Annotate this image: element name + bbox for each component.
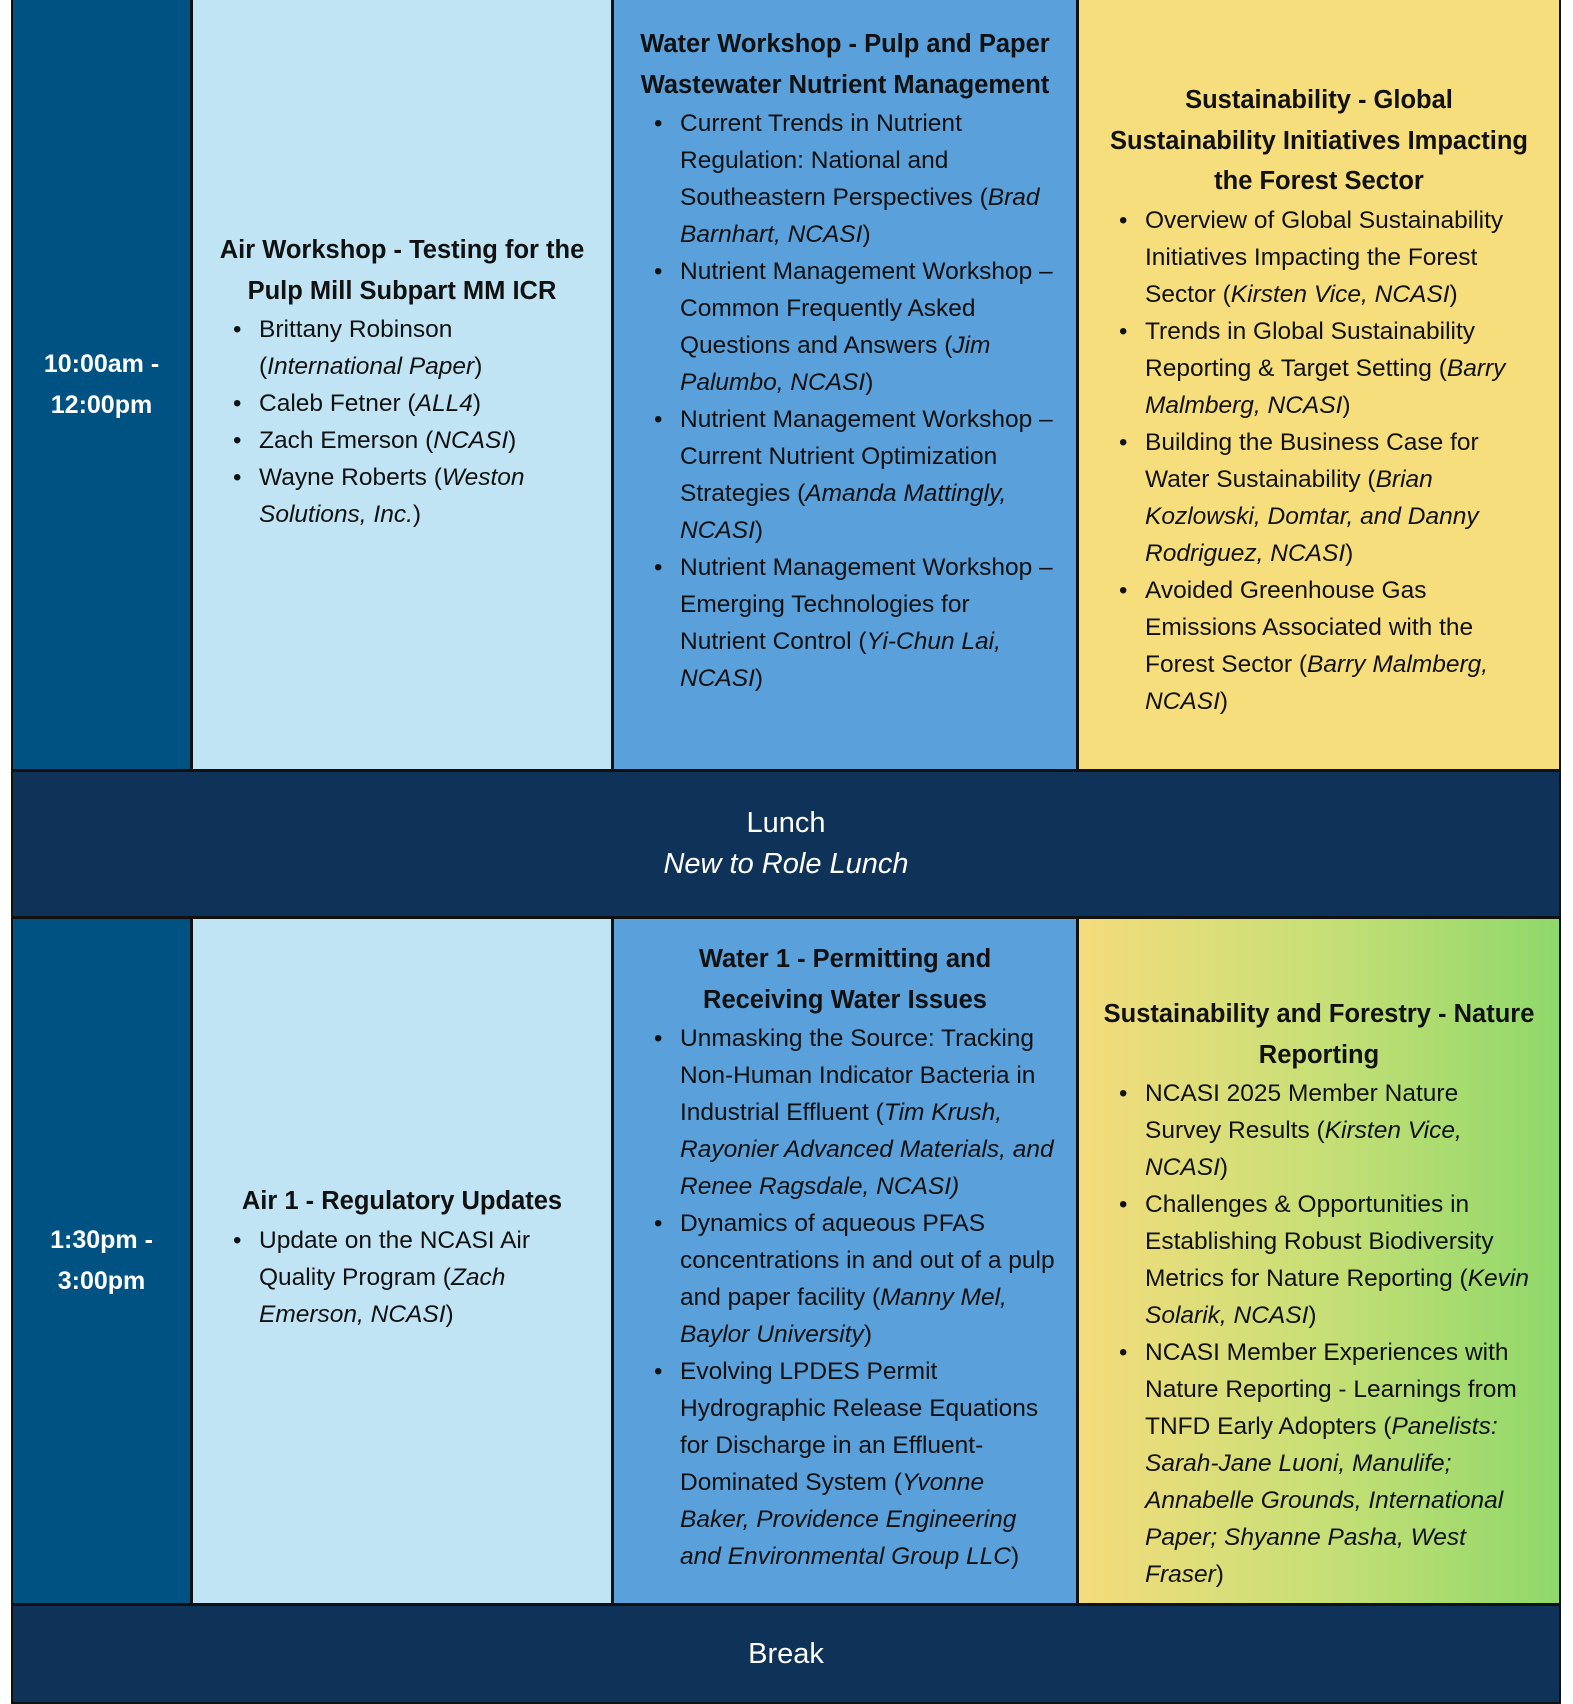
presentation-list xyxy=(632,105,1058,697)
list-item: • NCASI 2025 Member Nature Survey Results (Kirsten Vice, NCASI) xyxy=(1145,1075,1541,1186)
session-air-workshop xyxy=(193,0,611,769)
session-title: Water 1 - Permitting and Receiving Water Issues xyxy=(698,945,992,1014)
time-start: 10:00am - xyxy=(43,349,160,378)
session-title: Water Workshop - Pulp and Paper Wastewater Nutrient Management xyxy=(640,30,1050,99)
time-slot-1 xyxy=(13,0,190,769)
list-item: • Nutrient Management Workshop – Emerging Technologies for Nutrient Control (Yi-Chun Lai, NCASI) xyxy=(680,549,1058,697)
session-content xyxy=(614,24,1076,697)
list-item: • Avoided Greenhouse Gas Emissions Associated with the Forest Sector (Barry Malmberg, NCASI) xyxy=(1145,572,1541,720)
session-title: Air Workshop - Testing for the Pulp Mill Subpart MM ICR xyxy=(219,236,585,305)
list-item: • Zach Emerson (NCASI) xyxy=(259,422,593,459)
session-content xyxy=(193,1181,611,1333)
presentation-list xyxy=(1097,1075,1541,1593)
list-item: • Unmasking the Source: Tracking Non-Human Indicator Bacteria in Industrial Effluent (Tim Krush, Rayonier Advanced Materials, and Renee Ragsdale, NCASI) xyxy=(680,1020,1058,1205)
list-item: • Caleb Fetner (ALL4) xyxy=(259,385,593,422)
session-water-1 xyxy=(614,919,1076,1603)
session-content xyxy=(1079,994,1559,1593)
list-item: • NCASI Member Experiences with Nature Reporting - Learnings from TNFD Early Adopters (Panelists: Sarah-Jane Luoni, Manulife; Annabelle Grounds, International Paper; Shyanne Pasha, West Fraser) xyxy=(1145,1334,1541,1593)
session-content xyxy=(614,939,1076,1575)
list-item: • Dynamics of aqueous PFAS concentrations in and out of a pulp and paper facility (Manny Mel, Baylor University) xyxy=(680,1205,1058,1353)
time-start: 1:30pm - xyxy=(50,1226,153,1254)
break-title: Break xyxy=(748,1637,824,1670)
list-item: • Wayne Roberts (Weston Solutions, Inc.) xyxy=(259,459,593,533)
list-item: • Evolving LPDES Permit Hydrographic Release Equations for Discharge in an Effluent-Dominated System (Yvonne Baker, Providence Engineering and Environmental Group LLC) xyxy=(680,1353,1058,1575)
time-end: 3:00pm xyxy=(57,1267,146,1295)
presentation-list xyxy=(211,1222,593,1333)
list-item: • Update on the NCASI Air Quality Program (Zach Emerson, NCASI) xyxy=(259,1222,593,1333)
list-item: • Building the Business Case for Water Sustainability (Brian Kozlowski, Domtar, and Danny Rodriguez, NCASI) xyxy=(1145,424,1541,572)
session-content xyxy=(193,230,611,533)
session-title: Sustainability and Forestry - Nature Reporting xyxy=(1103,1000,1535,1069)
list-item: • Trends in Global Sustainability Reporting & Target Setting (Barry Malmberg, NCASI) xyxy=(1145,313,1541,424)
session-water-workshop xyxy=(614,0,1076,769)
break-banner xyxy=(13,1606,1559,1702)
session-sustainability-nature xyxy=(1079,919,1559,1603)
time-slot-2 xyxy=(13,919,190,1603)
list-item: • Current Trends in Nutrient Regulation: National and Southeastern Perspectives (Brad Barnhart, NCASI) xyxy=(680,105,1058,253)
presentation-list xyxy=(1097,202,1541,720)
lunch-subtitle: New to Role Lunch xyxy=(663,848,909,880)
list-item: • Nutrient Management Workshop – Common Frequently Asked Questions and Answers (Jim Palumbo, NCASI) xyxy=(680,253,1058,401)
session-sustainability-global xyxy=(1079,0,1559,769)
session-title: Air 1 - Regulatory Updates xyxy=(241,1187,563,1215)
agenda-table xyxy=(11,0,1561,1704)
list-item: • Overview of Global Sustainability Initiatives Impacting the Forest Sector (Kirsten Vice, NCASI) xyxy=(1145,202,1541,313)
list-item: • Challenges & Opportunities in Establishing Robust Biodiversity Metrics for Nature Reporting (Kevin Solarik, NCASI) xyxy=(1145,1186,1541,1334)
session-air-1 xyxy=(193,919,611,1603)
time-end: 12:00pm xyxy=(50,390,153,419)
presentation-list xyxy=(632,1020,1058,1575)
list-item: • Nutrient Management Workshop – Current Nutrient Optimization Strategies (Amanda Mattingly, NCASI) xyxy=(680,401,1058,549)
list-item: • Brittany Robinson (International Paper) xyxy=(259,311,593,385)
presenter-list xyxy=(211,311,593,533)
lunch-banner xyxy=(13,772,1559,916)
session-title: Sustainability - Global Sustainability Initiatives Impacting the Forest Sector xyxy=(1109,86,1528,195)
lunch-title: Lunch xyxy=(746,807,826,839)
session-content xyxy=(1079,80,1559,720)
